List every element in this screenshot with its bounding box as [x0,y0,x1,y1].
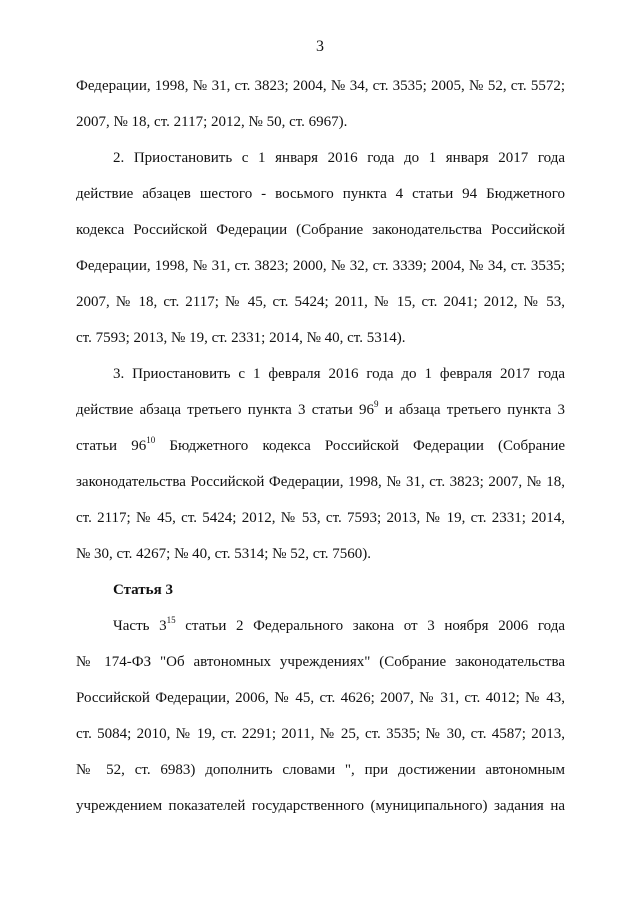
paragraph-1-line-2: 2007, № 18, ст. 2117; 2012, № 50, ст. 6967). [76,114,348,130]
article-3-line-4: ст. 5084; 2010, № 19, ст. 2291; 2011, № 25, ст. 3535; № 30, ст. 4587; 2013, [76,726,565,742]
paragraph-3-line-3-text-a: статьи 96 [76,438,147,454]
paragraph-2-line-6: ст. 7593; 2013, № 19, ст. 2331; 2014, № 40, ст. 5314). [76,330,406,346]
paragraph-1-line-1: Федерации, 1998, № 31, ст. 3823; 2004, № 34, ст. 3535; 2005, № 52, ст. 5572; [76,78,565,94]
paragraph-3-line-4: законодательства Российской Федерации, 1998, № 31, ст. 3823; 2007, № 18, [76,474,565,490]
article-3-line-5: № 52, ст. 6983) дополнить словами ", при достижении автономным [76,762,565,778]
paragraph-2-line-5: 2007, № 18, ст. 2117; № 45, ст. 5424; 2011, № 15, ст. 2041; 2012, № 53, [76,294,565,310]
paragraph-3-line-2-text-a: действие абзаца третьего пункта 3 статьи 96 [76,402,375,418]
article-3-line-2: № 174-ФЗ "Об автономных учреждениях" (Собрание законодательства [76,654,565,670]
paragraph-2-line-4: Федерации, 1998, № 31, ст. 3823; 2000, № 32, ст. 3339; 2004, № 34, ст. 3535; [76,258,565,274]
paragraph-3-line-2-text-b: и абзаца третьего пункта 3 [378,402,566,418]
article-heading: Статья 3 [113,582,173,598]
article-3-line-1-text-a: Часть 3 [113,618,167,634]
paragraph-3-line-3 [76,436,565,456]
article-3-line-1 [113,616,565,636]
paragraph-2-line-1: 2. Приостановить с 1 января 2016 года до 1 января 2017 года [113,150,565,166]
article-3-line-6: учреждением показателей государственного (муниципального) задания на [76,798,565,814]
paragraph-3-line-6: № 30, ст. 4267; № 40, ст. 5314; № 52, ст. 7560). [76,546,372,562]
article-3-line-1-text-b: статьи 2 Федерального закона от 3 ноября 2006 года [175,618,565,634]
paragraph-3-line-1: 3. Приостановить с 1 февраля 2016 года до 1 февраля 2017 года [113,366,565,382]
page-number: 3 [316,38,324,55]
paragraph-3-line-2 [76,400,565,420]
paragraph-2-line-2: действие абзацев шестого - восьмого пункта 4 статьи 94 Бюджетного [76,186,565,202]
superscript-15: 15 [166,615,176,625]
paragraph-3-line-3-text-b: Бюджетного кодекса Российской Федерации (Собрание [155,438,566,454]
paragraph-2-line-3: кодекса Российской Федерации (Собрание законодательства Российской [76,222,565,238]
article-3-line-3: Российской Федерации, 2006, № 45, ст. 4626; 2007, № 31, ст. 4012; № 43, [76,690,565,706]
superscript-10: 10 [146,435,156,445]
superscript-9: 9 [374,399,379,409]
paragraph-3-line-5: ст. 2117; № 45, ст. 5424; 2012, № 53, ст. 7593; 2013, № 19, ст. 2331; 2014, [76,510,565,526]
